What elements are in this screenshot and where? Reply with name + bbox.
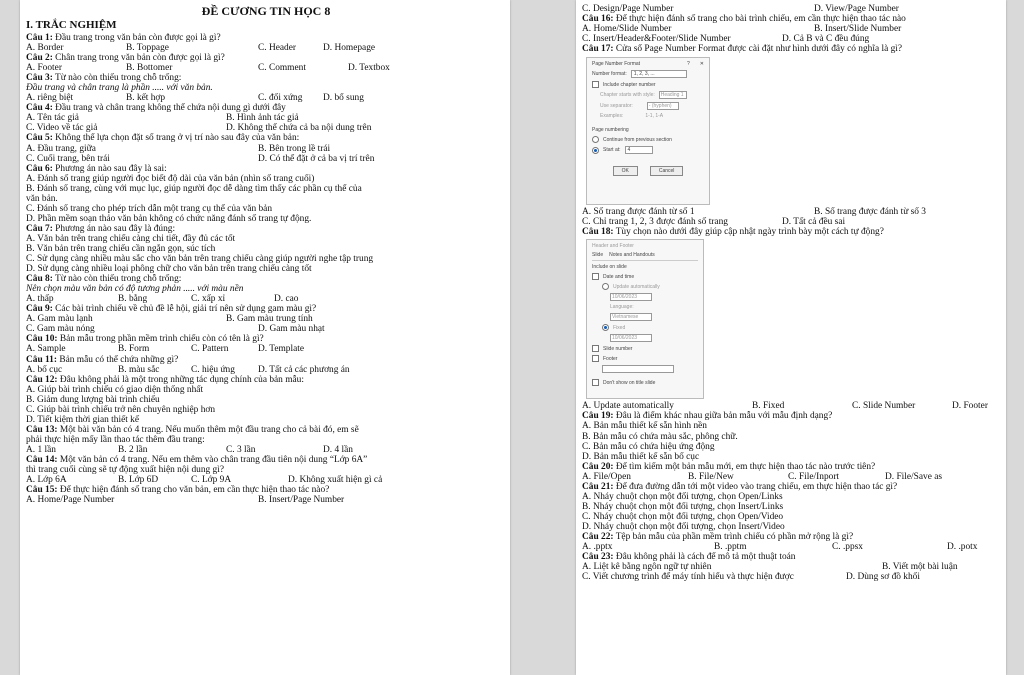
answer-line: A. Nháy chuột chọn một đối tượng, chọn Open/Links: [582, 491, 783, 502]
answer-option: C. Comment: [258, 63, 306, 74]
answer-option: B. kết hợp: [126, 93, 166, 104]
answer-options: [26, 324, 506, 334]
question-number: Câu 9:: [26, 304, 53, 315]
question-number: Câu 16:: [582, 14, 614, 25]
answer-option: C. xấp xỉ: [191, 294, 226, 305]
answer-line: B. Nháy chuột chọn một đối tượng, chọn Insert/Links: [582, 501, 784, 512]
answer-option: C. Insert/Header&Footer/Slide Number: [582, 34, 731, 45]
answer-line: A. Đánh số trang giúp người đọc biết độ dài của văn bản (nhìn số trang cuối): [26, 173, 315, 184]
answer-option: C. Header: [258, 43, 297, 54]
question-text: [582, 14, 1002, 24]
date-value-2: 10/06/2023: [612, 335, 638, 342]
answer-option: D. Không thể chứa cả ba nội dung trên: [226, 123, 372, 134]
answer-line: D. Tiết kiệm thời gian thiết kế: [26, 414, 140, 425]
separator-label: Use separator:: [600, 103, 633, 110]
question-prompt: Để đưa đường dẫn tới một video vào trang chiếu, em thực hiện thao tác gì?: [613, 481, 898, 492]
question-prompt: Bản mẫu có thể chứa những gì?: [57, 354, 179, 365]
include-on-slide-label: Include on slide: [592, 264, 627, 271]
answer-option: B. Viết một bài luận: [882, 562, 958, 573]
question-number: Câu 1:: [26, 33, 53, 43]
question-number: Câu 18:: [582, 227, 614, 238]
answer-option: A. Lớp 6A: [26, 475, 67, 486]
answer-line: D. Bản mẫu thiết kế sẵn bố cục: [582, 451, 700, 462]
answer-option: A. Border: [26, 43, 64, 54]
answer-option: B. Insert/Slide Number: [814, 24, 902, 35]
answer-options: [582, 207, 1002, 217]
question-number: Câu 20:: [582, 461, 614, 472]
answer-options: [582, 217, 1002, 227]
dialog-title: Page Number Format: [592, 61, 641, 68]
answer-line: A. Giúp bài trình chiếu có giao diện thống nhất: [26, 384, 204, 395]
answer-line: C. Nháy chuột chọn một đối tượng, chọn Open/Video: [582, 511, 784, 522]
number-format-label: Number format:: [592, 71, 627, 78]
question-text: [26, 53, 506, 63]
answer-options: [26, 123, 506, 133]
question-number: Câu 13:: [26, 424, 58, 435]
right-page: [576, 0, 1006, 675]
answer-option: D. bổ sung: [323, 93, 364, 104]
start-at-label: Start at:: [603, 147, 621, 154]
question-prompt: Chân trang trong văn bản còn được gọi là gì?: [52, 53, 225, 64]
tab-slide[interactable]: Slide: [592, 252, 604, 259]
answer-option: C. Slide Number: [852, 401, 916, 412]
page-numbering-label: Page numbering: [592, 127, 629, 134]
help-icon[interactable]: ?: [687, 61, 690, 68]
question-prompt: Không thể lựa chọn đặt số trang ở vị trí nào sau đây của văn bản:: [52, 133, 300, 144]
answer-option: B. Bottomer: [126, 63, 173, 74]
question-text: [26, 334, 506, 344]
answer-option: C. Chỉ trang 1, 2, 3 được đánh số trang: [582, 217, 728, 228]
answer-option: D. cao: [274, 294, 299, 305]
question-text: [26, 164, 506, 174]
answer-line: C. Sử dụng càng nhiều màu sắc cho văn bản trên trang chiếu càng giúp người nghe tập trung: [26, 254, 374, 265]
answer-option: A. Sample: [26, 344, 66, 355]
answer-options: [26, 144, 506, 154]
question-text: [582, 411, 1002, 421]
answer-option: A. Gam màu lạnh: [26, 314, 93, 325]
answer-option: A. Footer: [26, 63, 62, 74]
answer-options: [582, 572, 1002, 582]
start-at-input[interactable]: [625, 146, 653, 154]
question-number: Câu 6:: [26, 163, 53, 174]
right-questions-top: [582, 4, 1002, 54]
question-prompt: Đâu không phải là cách để mô tả một thuật toán: [613, 552, 796, 563]
question-number: Câu 10:: [26, 334, 58, 345]
answer-options: [26, 475, 506, 485]
answer-line: D. Sử dụng càng nhiều loại phông chữ cho văn bản trên trang chiếu càng tốt: [26, 264, 312, 275]
answer-options: [26, 495, 506, 505]
answer-options: [582, 24, 1002, 34]
answer-option: A. riêng biệt: [26, 93, 74, 104]
left-questions: [26, 33, 506, 505]
answer-line: A. Bản mẫu thiết kế sẵn hình nền: [582, 421, 707, 432]
slide-number-checkbox[interactable]: [592, 345, 599, 352]
answer-option: A. Home/Page Number: [26, 495, 115, 506]
question-number: Câu 21:: [582, 481, 614, 492]
left-column: [26, 4, 506, 505]
question-text: [26, 304, 506, 314]
question-text: [26, 485, 506, 495]
answer-options: [582, 542, 1002, 552]
question-prompt: Một văn bản có 4 trang. Nếu em thêm vào chân trang đầu tiên nội dung “Lớp 6A”: [57, 454, 368, 465]
answer-option: A. Update automatically: [582, 401, 674, 412]
question-prompt: Phương án nào sau đây là đúng:: [52, 223, 176, 234]
section-heading: I. TRẮC NGHIỆM: [26, 19, 117, 31]
answer-line: phải thực hiện mấy lần thao tác thêm đầu trang:: [26, 434, 205, 445]
answer-options: [582, 34, 1002, 44]
answer-option: A. 1 lần: [26, 444, 56, 455]
answer-option: D. Textbox: [348, 63, 390, 74]
answer-options: [26, 63, 506, 73]
examples-label: Examples:: [600, 113, 624, 120]
answer-option: D. Tất cả đều sai: [782, 217, 846, 228]
language-select[interactable]: [610, 313, 652, 321]
answer-options: [26, 344, 506, 354]
answer-options: [582, 401, 1002, 411]
fill-in-sentence: Nên chọn màu văn bản có độ tương phản ..... với màu nền: [26, 284, 244, 295]
question-number: Câu 4:: [26, 103, 53, 114]
answer-line: B. Bản mẫu có chứa màu sắc, phông chữ.: [582, 431, 738, 442]
question-text: [26, 355, 506, 365]
answer-option: D. Có thể đặt ở cả ba vị trí trên: [258, 153, 375, 164]
answer-option: A. Home/Slide Number: [582, 24, 672, 35]
date-time-checkbox[interactable]: [592, 273, 599, 280]
question-prompt: Để thực hiện đánh số trang cho văn bản, em cần thực hiện thao tác nào?: [57, 485, 330, 496]
answer-line: A. Văn bản trên trang chiếu càng chi tiết, đầy đủ các tốt: [26, 233, 236, 244]
question-text: [582, 44, 1002, 54]
answer-options: [582, 562, 1002, 572]
language-label: Language:: [610, 304, 634, 311]
question-text: [26, 33, 506, 43]
answer-option: D. Template: [258, 344, 305, 355]
answer-option: A. bố cục: [26, 364, 63, 375]
answer-options: [26, 113, 506, 123]
answer-option: C. đối xứng: [258, 93, 303, 104]
question-prompt: Đầu trang trong văn bản còn được gọi là gì?: [52, 33, 221, 43]
chapter-style-value: Heading 1: [660, 92, 684, 99]
question-number: Câu 15:: [26, 485, 58, 496]
close-icon[interactable]: ✕: [699, 61, 704, 68]
answer-option: D. Tất cả các phương án: [258, 364, 350, 375]
answer-option: B. Số trang được đánh từ số 3: [814, 207, 926, 218]
right-questions-bottom: [582, 401, 1002, 582]
question-text: [26, 455, 506, 465]
question-prompt: Để thực hiện đánh số trang cho bài trình chiếu, em cần thực hiện thao tác nào: [613, 14, 906, 25]
answer-line: B. Đánh số trang, cùng với mục lục, giúp người đọc dễ dàng tìm thấy các phần cụ thể của: [26, 183, 362, 194]
question-prompt: Tệp bản mẫu của phần mềm trình chiếu có phần mở rộng là gì?: [613, 531, 854, 542]
answer-options: [26, 93, 506, 103]
answer-option: C. hiệu ứng: [191, 364, 235, 375]
document-title: ĐỀ CƯƠNG TIN HỌC 8: [201, 4, 331, 18]
answer-option: B. bằng: [118, 294, 148, 305]
answer-option: D. 4 lần: [323, 444, 353, 455]
question-text: [26, 224, 506, 234]
answer-option: A. File/Open: [582, 471, 631, 482]
answer-line: D. Nháy chuột chọn một đối tượng, chọn Insert/Video: [582, 521, 785, 532]
answer-option: D. Homepage: [323, 43, 376, 54]
question-prompt: Phương án nào sau đây là sai:: [52, 163, 167, 174]
ok-button[interactable]: OK: [613, 166, 638, 176]
footer-input[interactable]: [602, 365, 674, 373]
include-chapter-checkbox[interactable]: [592, 81, 599, 88]
answer-line: B. Giảm dung lượng bài trình chiếu: [26, 394, 160, 405]
chapter-style-select[interactable]: [659, 91, 687, 99]
question-number: Câu 7:: [26, 223, 53, 234]
question-text: [26, 133, 506, 143]
question-text: [582, 227, 1002, 237]
question-number: Câu 17:: [582, 44, 614, 55]
question-prompt: Tùy chọn nào dưới đây giúp cập nhật ngày trình bày một cách tự động?: [613, 227, 884, 238]
answer-option: B. Toppage: [126, 43, 169, 54]
include-chapter-label: Include chapter number: [603, 81, 656, 88]
start-at-radio[interactable]: [592, 147, 599, 154]
question-text: [582, 482, 1002, 492]
answer-option: B. Lớp 6D: [118, 475, 159, 486]
question-text: [26, 103, 506, 113]
number-format-select[interactable]: [631, 70, 687, 78]
answer-option: D. Cả B và C đều đúng: [782, 34, 870, 45]
question-text: [26, 274, 506, 284]
answer-option: B. Form: [118, 344, 150, 355]
separator-value: - (hyphen): [648, 103, 672, 110]
answer-option: A. .pptx: [582, 542, 613, 553]
answer-option: B. File/New: [688, 471, 734, 482]
right-questions-mid: [582, 207, 1002, 237]
question-prompt: Để tìm kiếm một bản mẫu mới, em thực hiện thao tác nào trước tiên?: [613, 461, 876, 472]
answer-option: B. màu sắc: [118, 364, 160, 375]
date-select-1[interactable]: [610, 293, 652, 301]
question-number: Câu 19:: [582, 411, 614, 422]
question-prompt: Bản mẫu trong phần mềm trình chiếu còn có tên là gì?: [57, 334, 264, 345]
left-page: [20, 0, 510, 675]
answer-line: thì trang cuối cùng sẽ tự động xuất hiện nội dung gì?: [26, 465, 225, 476]
answer-option: C. File/Inport: [788, 471, 840, 482]
question-prompt: Đâu là điểm khác nhau giữa bản mẫu với mẫu định dạng?: [613, 411, 833, 422]
question-text: [582, 462, 1002, 472]
dialog2-title: Header and Footer: [592, 243, 634, 250]
question-number: Câu 22:: [582, 531, 614, 542]
answer-options: [582, 472, 1002, 482]
answer-options: [582, 4, 1002, 14]
footer-label: Footer: [603, 355, 618, 362]
answer-option: C. .ppsx: [832, 542, 863, 553]
answer-option: D. View/Page Number: [814, 4, 899, 14]
answer-option: C. Video về tác giả: [26, 123, 98, 134]
question-prompt: Một bài văn bản có 4 trang. Nếu muốn thêm một đầu trang cho cả bài đó, em sẽ: [57, 424, 359, 435]
answer-options: [26, 43, 506, 53]
answer-option: A. thấp: [26, 294, 54, 305]
answer-line: B. Văn bản trên trang chiếu cần ngắn gọn, súc tích: [26, 243, 216, 254]
question-number: Câu 11:: [26, 354, 57, 365]
answer-line: C. Đánh số trang cho phép trích dẫn một trang cụ thể của văn bản: [26, 203, 273, 214]
footer-checkbox[interactable]: [592, 355, 599, 362]
answer-option: B. Insert/Page Number: [258, 495, 345, 506]
answer-option: B. Hình ảnh tác giả: [226, 113, 299, 124]
fill-in-sentence: Đầu trang và chân trang là phần ..... với văn bản.: [26, 83, 213, 94]
answer-option: D. Dùng sơ đồ khối: [846, 572, 920, 583]
header-footer-dialog: [586, 239, 704, 399]
question-prompt: Đâu không phải là một trong những tác dụng chính của bản mẫu:: [57, 374, 304, 385]
answer-option: A. Tên tác giả: [26, 113, 79, 124]
question-number: Câu 12:: [26, 374, 58, 385]
answer-option: A. Đầu trang, giữa: [26, 143, 96, 154]
question-prompt: Cửa sổ Page Number Format được cài đặt như hình dưới đây có nghĩa là gì?: [613, 44, 903, 55]
date-time-label: Date and time: [603, 273, 635, 280]
answer-option: D. .potx: [947, 542, 978, 553]
answer-options: [26, 294, 506, 304]
answer-option: B. Bên trong lề trái: [258, 143, 331, 154]
answer-options: [26, 365, 506, 375]
answer-line: văn bản.: [26, 193, 58, 204]
answer-option: C. Lớp 9A: [191, 475, 232, 486]
fixed-label: Fixed: [613, 324, 626, 331]
question-text: [582, 552, 1002, 562]
start-at-value: 4: [627, 147, 631, 154]
question-text: [582, 532, 1002, 542]
answer-option: C. Gam màu nóng: [26, 324, 95, 335]
slide-number-label: Slide number: [603, 345, 633, 352]
continue-label: Continue from previous section: [603, 136, 672, 143]
answer-option: B. 2 lần: [118, 444, 148, 455]
language-value: Vietnamese: [612, 314, 639, 321]
answer-options: [26, 154, 506, 164]
cancel-button[interactable]: Cancel: [650, 166, 684, 176]
answer-option: C. Viết chương trình để máy tính hiểu và thực hiện được: [582, 572, 794, 583]
separator-select[interactable]: [647, 102, 679, 110]
question-prompt: Các bài trình chiếu về chủ đề lễ hội, giải trí nên sử dụng gam màu gì?: [52, 304, 317, 315]
answer-option: A. Liệt kê bằng ngôn ngữ tự nhiên: [582, 562, 712, 573]
answer-line: D. Phần mềm soạn thảo văn bản không có chức năng đánh số trang tự động.: [26, 213, 312, 224]
fixed-date-input[interactable]: [610, 334, 652, 342]
dont-show-checkbox[interactable]: [592, 379, 599, 386]
question-number: Câu 8:: [26, 274, 53, 285]
right-column: [582, 4, 1002, 582]
examples-value: 1-1, 1-A: [645, 113, 664, 120]
answer-line: C. Bản mẫu có chứa hiệu ứng động: [582, 441, 715, 452]
fixed-radio[interactable]: [602, 324, 609, 331]
tab-notes-handouts[interactable]: Notes and Handouts: [609, 252, 655, 259]
answer-option: D. Footer: [952, 401, 988, 412]
answer-option: C. Cuối trang, bên trái: [26, 153, 110, 164]
question-text: [26, 375, 506, 385]
question-number: Câu 2:: [26, 53, 53, 64]
answer-option: D. Không xuất hiện gì cả: [288, 475, 383, 486]
question-text: [26, 73, 506, 83]
answer-options: [26, 445, 506, 455]
question-number: Câu 3:: [26, 73, 53, 84]
question-number: Câu 5:: [26, 133, 53, 144]
answer-option: C. 3 lần: [226, 444, 256, 455]
number-format-value: 1, 2, 3, ...: [633, 71, 655, 78]
answer-option: C. Pattern: [191, 344, 229, 355]
continue-radio[interactable]: [592, 136, 599, 143]
answer-option: A. Số trang được đánh từ số 1: [582, 207, 695, 218]
question-prompt: Từ nào còn thiếu trong chỗ trống:: [52, 274, 182, 285]
answer-option: B. Gam màu trung tính: [226, 314, 313, 325]
answer-option: B. .pptm: [714, 542, 747, 553]
chapter-style-label: Chapter starts with style:: [600, 92, 655, 99]
update-auto-radio[interactable]: [602, 283, 609, 290]
answer-options: [26, 314, 506, 324]
answer-option: C. Design/Page Number: [582, 4, 674, 14]
page-number-format-dialog: [586, 57, 710, 205]
question-text: [26, 425, 506, 435]
date-value-1: 10/06/2023: [612, 294, 638, 301]
question-prompt: Từ nào còn thiếu trong chỗ trống:: [52, 73, 182, 84]
update-auto-label: Update automatically: [613, 283, 660, 290]
question-number: Câu 14:: [26, 454, 58, 465]
answer-option: D. Gam màu nhạt: [258, 324, 325, 335]
question-prompt: Đầu trang và chân trang không thể chứa nội dung gì dưới đây: [52, 103, 286, 114]
dont-show-label: Don't show on title slide: [603, 379, 656, 386]
answer-option: D. File/Save as: [885, 471, 943, 482]
answer-option: B. Fixed: [752, 401, 785, 412]
question-number: Câu 23:: [582, 552, 614, 563]
answer-line: C. Giúp bài trình chiếu trở nên chuyên nghiệp hơn: [26, 404, 216, 415]
